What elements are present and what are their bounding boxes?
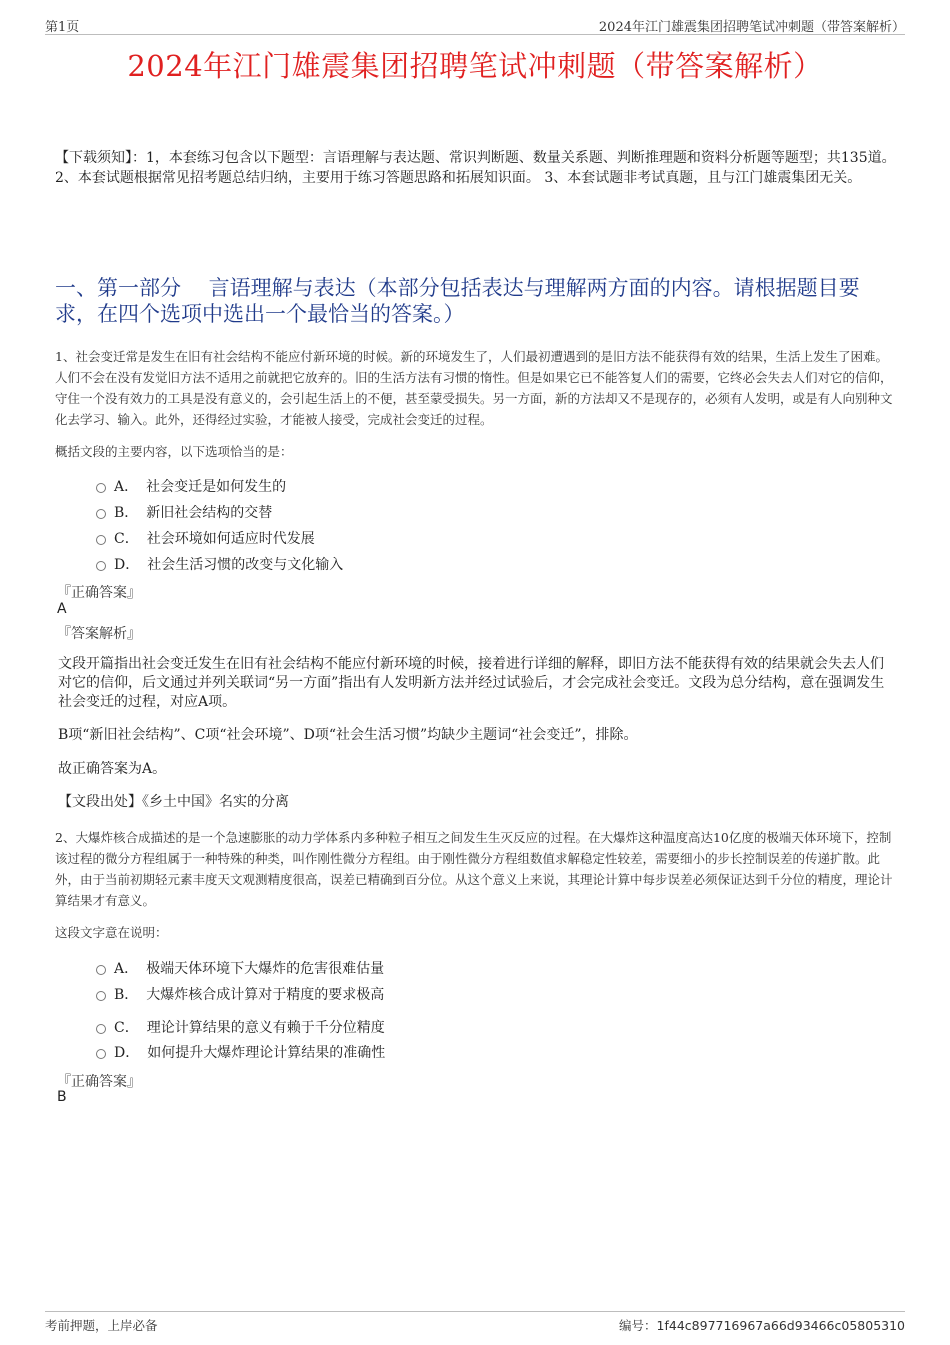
radio-icon[interactable] (96, 535, 106, 545)
answer-value: B (57, 1089, 67, 1105)
question-1-prompt: 概括文段的主要内容，以下选项恰当的是： (55, 444, 293, 459)
footer-slogan: 考前押题，上岸必备 (45, 1318, 158, 1333)
analysis-paragraph: B项“新旧社会结构”、C项“社会环境”、D项“社会生活习惯”均缺少主题词“社会变迁”，排除。 (58, 727, 638, 743)
analysis-source: 【文段出处】《乡土中国》名实的分离 (58, 794, 289, 810)
page-header (45, 14, 905, 35)
radio-icon[interactable] (96, 991, 106, 1001)
page-number: 第1页 (45, 20, 80, 35)
footer-serial: 编号：1f44c897716967a66d93466c05805310 (619, 1318, 905, 1333)
option-d[interactable]: D． 社会生活习惯的改变与文化输入 (96, 554, 343, 574)
option-a[interactable]: A． 社会变迁是如何发生的 (96, 476, 286, 496)
question-2-text: 2、大爆炸核合成描述的是一个急速膨胀的动力学体系内多种粒子相互之间发生生灭反应的过程。在大爆炸这种温度高达10亿度的极端天体环境下，控制该过程的微分方程组属于一种特殊的种类，叫作刚性微分方程组。由于刚性微分方程组数值求解稳定性较差，需要细小的步长控制误差的传递扩散。此外，由于当前初期轻元素丰度天文观测精度很高，误差已精确到百分位。从这个意义上来说，其理论计算中每步误差必须保证达到千分位的精度，理论计算结果才有意义。 (55, 830, 893, 908)
radio-icon[interactable] (96, 483, 106, 493)
radio-icon[interactable] (96, 561, 106, 571)
radio-icon[interactable] (96, 509, 106, 519)
page-footer (45, 1311, 905, 1333)
option-d[interactable]: D． 如何提升大爆炸理论计算结果的准确性 (96, 1042, 385, 1062)
section-heading: 一、第一部分 言语理解与表达（本部分包括表达与理解两方面的内容。请根据题目要求，在四个选项中选出一个最恰当的答案。） (55, 276, 860, 326)
option-c[interactable]: C． 理论计算结果的意义有赖于千分位精度 (96, 1017, 385, 1037)
option-b[interactable]: B． 新旧社会结构的交替 (96, 502, 272, 522)
radio-icon[interactable] (96, 965, 106, 975)
question-1-text: 1、社会变迁常是发生在旧有社会结构不能应付新环境的时候。新的环境发生了，人们最初遭遇到的是旧方法不能获得有效的结果，生活上发生了困难。人们不会在没有发觉旧方法不适用之前就把它放弃的。旧的生活方法有习惯的惰性。但是如果它已不能答复人们的需要，它终必会失去人们对它的信仰，守住一个没有效力的工具是没有意义的，会引起生活上的不便，甚至蒙受损失。另一方面，新的方法却又不是现存的，必须有人发明，或是有人向别种文化去学习、输入。此外，还得经过实验，才能被人接受，完成社会变迁的过程。 (55, 349, 893, 427)
option-c[interactable]: C． 社会环境如何适应时代发展 (96, 528, 315, 548)
option-a[interactable]: A． 极端天体环境下大爆炸的危害很难估量 (96, 958, 384, 978)
header-doc-title: 2024年江门雄震集团招聘笔试冲刺题（带答案解析） (598, 20, 905, 35)
answer-label: 『正确答案』 (57, 585, 141, 601)
option-b[interactable]: B． 大爆炸核合成计算对于精度的要求极高 (96, 984, 384, 1004)
radio-icon[interactable] (96, 1024, 106, 1034)
analysis-paragraph: 文段开篇指出社会变迁发生在旧有社会结构不能应付新环境的时候，接着进行详细的解释，即旧方法不能获得有效的结果就会失去人们对它的信仰，后文通过并列关联词“另一方面”指出有人发明新方法并经过试验后，才会完成社会变迁。文段为总分结构，意在强调发生社会变迁的过程，对应A项。 (58, 656, 885, 710)
document-title: 2024年江门雄震集团招聘笔试冲刺题（带答案解析） (127, 49, 823, 83)
question-2-prompt: 这段文字意在说明： (55, 925, 168, 940)
download-notice: 【下载须知】：1，本套练习包含以下题型：言语理解与表达题、常识判断题、数量关系题、判断推理题和资料分析题等题型；共135道。 2、本套试题根据常见招考题总结归纳，主要用于练习答题思路和拓展知识面。 3、本套试题非考试真题，且与江门雄震集团无关。 (55, 150, 896, 186)
analysis-label: 『答案解析』 (57, 626, 141, 642)
analysis-paragraph: 故正确答案为A。 (58, 761, 167, 777)
answer-label: 『正确答案』 (57, 1074, 141, 1090)
answer-value: A (57, 601, 67, 617)
radio-icon[interactable] (96, 1049, 106, 1059)
